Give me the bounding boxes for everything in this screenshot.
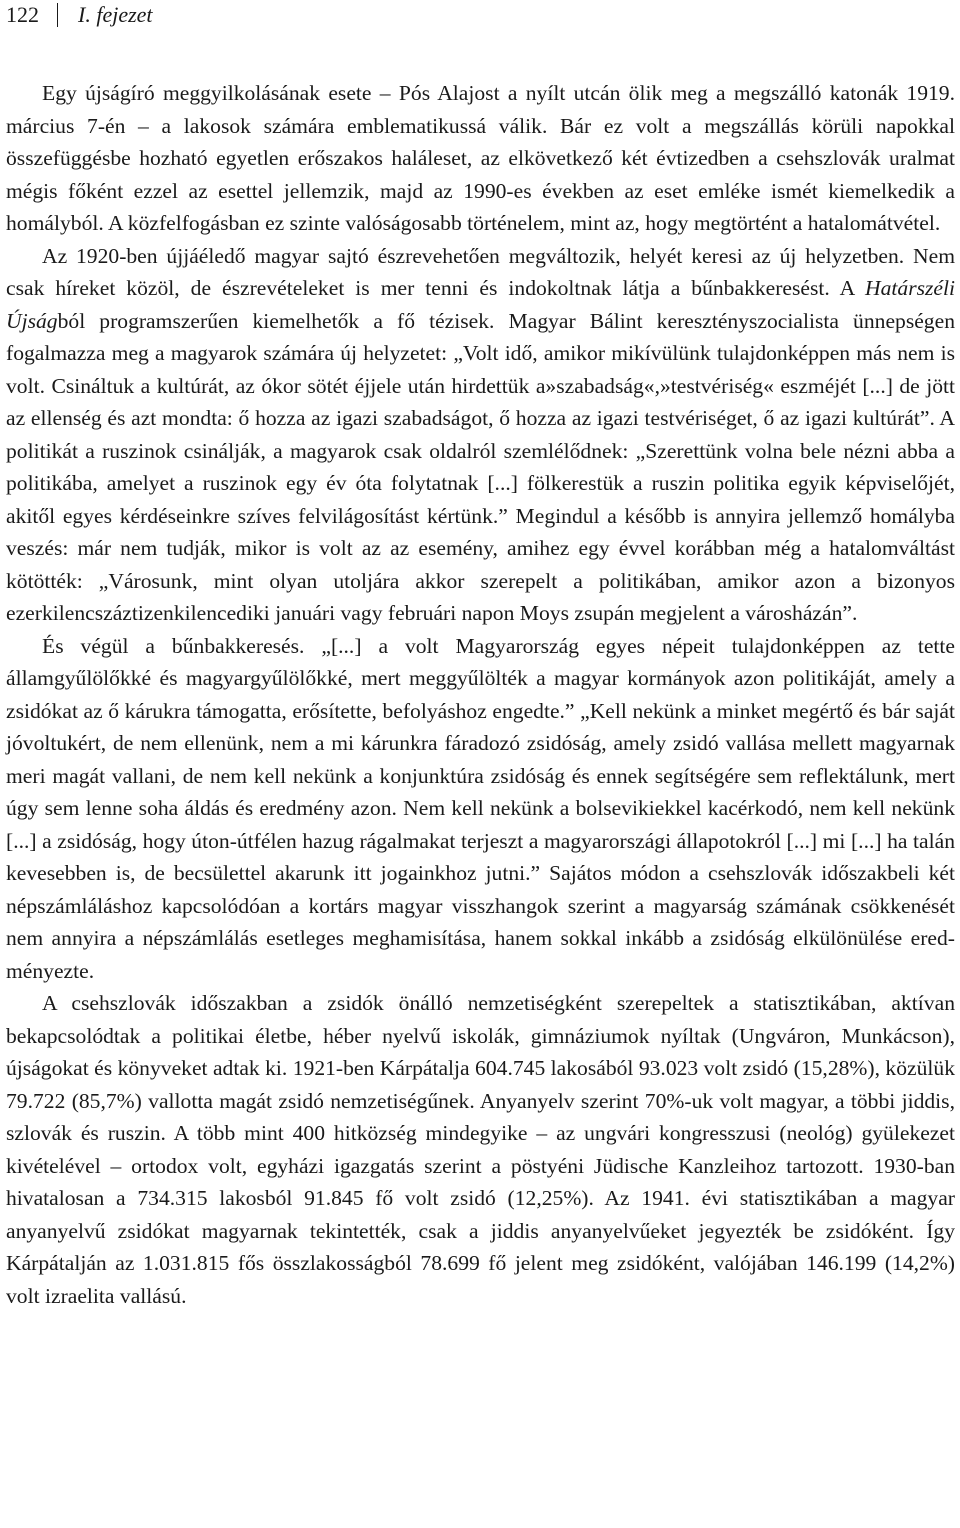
newspaper-title: Határszéli Újság [6,276,955,333]
paragraph-2-part-1: Az 1920-ben újjáéledő magyar sajtó észrevehetően megváltozik, helyét keresi az új helyzetben. Nem csak híreket közöl, de észrevételeket is mer tenni és indokoltnak látja a bűnbakkeresést. A [6,243,955,300]
header-divider [57,3,58,27]
paragraph-1: Egy újságíró meggyilkolásának esete – Pós Alajost a nyílt utcán ölik meg a megszálló katonák 1919. március 7-én – a lakosok számára emblematikussá válik. Bár ez volt a megszállás körüli napokkal összefüggésbe hozható egyetlen erőszakos haláleset, az elkövetkező két évtizedben a csehszlovák uralmat mégis főként ezzel az esettel jellemzik, majd az 1990-es években az eset emléke ismét kiemelkedik a homályból. A közfelfogásban ez szinte valóságosabb történelem, mint az, hogy megtörtént a hatalomátvétel. [6,81,955,235]
page-number: 122 [6,2,39,27]
paragraph-2 [6,240,955,630]
running-header [6,2,153,28]
paragraph-3: És végül a bűnbakkeresés. „[...] a volt Magyarország egyes népeit tulajdonképpen az tette államgyűlölőkké és magyargyűlölőkké, mert meggyűlölték a magyar kormányok azon politikáját, amely a zsidókat az ő kárukra támogatta, erősítette, befolyáshoz engedte.” „Kell nekünk a minket megértő és bár saját jóvoltukért, de nem ellenünk, nem a mi kárunkra fáradozó zsidóság, amely zsidó vallása mellett magyarnak meri magát vallani, de nem kell nekünk a konjunktúra zsidóság és ennek segítségére sem reflektálunk, mert úgy sem lenne soha áldás és eredmény azon. Nem kell nekünk a bolsevikiekkel kacérkodó, nem kell nekünk [...] a zsidóság, hogy úton-útfélen hazug rágalmakat terjeszt a magyarországi állapotokról [...] mi [...] ha talán kevesebben is, de becsülettel akarunk itt jogainkhoz jutni.” Sajátos módon a csehszlovák időszakbeli két népszámláláshoz kapcsolódóan a kortárs magyar visszhangok szerint a magyarság számának csökkenését nem annyira a népszámlálás esetleges meghamisítása, hanem sokkal inkább a zsidóság elkülönülése eredményezte. [6,633,955,983]
chapter-title: I. fejezet [78,2,153,27]
paragraph-4: A csehszlovák időszakban a zsidók önálló nemzetiségként szerepeltek a statisztikában, aktívan bekapcsolódtak a politikai életbe, héber nyelvű iskolák, gimnáziumok nyíltak (Ungváron, Munkácson), újságokat és könyveket adtak ki. 1921-ben Kárpátalja 604.745 lakosából 93.023 volt zsidó (15,28%), közülük 79.722 (85,7%) vallotta magát zsidó nemzetiségűnek. Anyanyelv szerint 70%-uk volt magyar, a többi jiddis, szlovák és ruszin. A több mint 400 hitközség mindegyike – az ungvári kongresszusi (neológ) gyülekezet kivételével – ortodox volt, egyházi igazgatás szerint a pöstyéni Jüdische Kanzleihoz tartozott. 1930-ban hivatalosan a 734.315 lakosból 91.845 fő volt zsidó (12,25%). Az 1941. évi statisztikában a magyar anyanyelvű zsidókat magyarnak tekintették, csak a jiddis anyanyelvűeket jegyezték be zsidóként. Így Kárpátalján az 1.031.815 fős összlakosságból 78.699 fő jelent meg zsidóként, valójában 146.199 (14,2%) volt izraelita vallású. [6,991,955,1308]
body-text [6,77,955,1312]
paragraph-2-part-2: ból programszerűen kiemelhetők a fő tézisek. Magyar Bálint keresztényszocialista ünnepségen fogalmazza meg a magyarok számára új helyzetet: „Volt idő, amikor mikívülünk tulajdonképpen más nem is volt. Csináltuk a kultúrát, az ókor sötét éjjele után hirdettük a»szabadság«,»testvériség« eszméjét [...] de jött az ellenség és azt mondta: ő hozza az igazi szabadságot, ő hozza az igazi testvériséget, ő az igazi kultúrát”. A politikát a ruszinok csinálják, a magyarok csak oldalról szemlélődnek: „Szerettünk volna bele nézni abba a politikába, amelyet a ruszinok egy év óta folytatnak [...] fölkerestük a ruszin politika egyik képviselőjét, akitől egyes kérdéseinkre szíves felvilágosítást kértünk.” Megindul a később is annyira jellemző homályba veszés: már nem tudják, mikor is volt az az esemény, amihez egy évvel korábban még a hatalomváltást kötötték: „Városunk, mint olyan utoljára akkor szerepelt a politikában, amikor azon a bizonyos ezerkilencszáztizenkilencediki januári vagy februári napon Moys zsupán megjelent a városházán”. [6,308,955,625]
